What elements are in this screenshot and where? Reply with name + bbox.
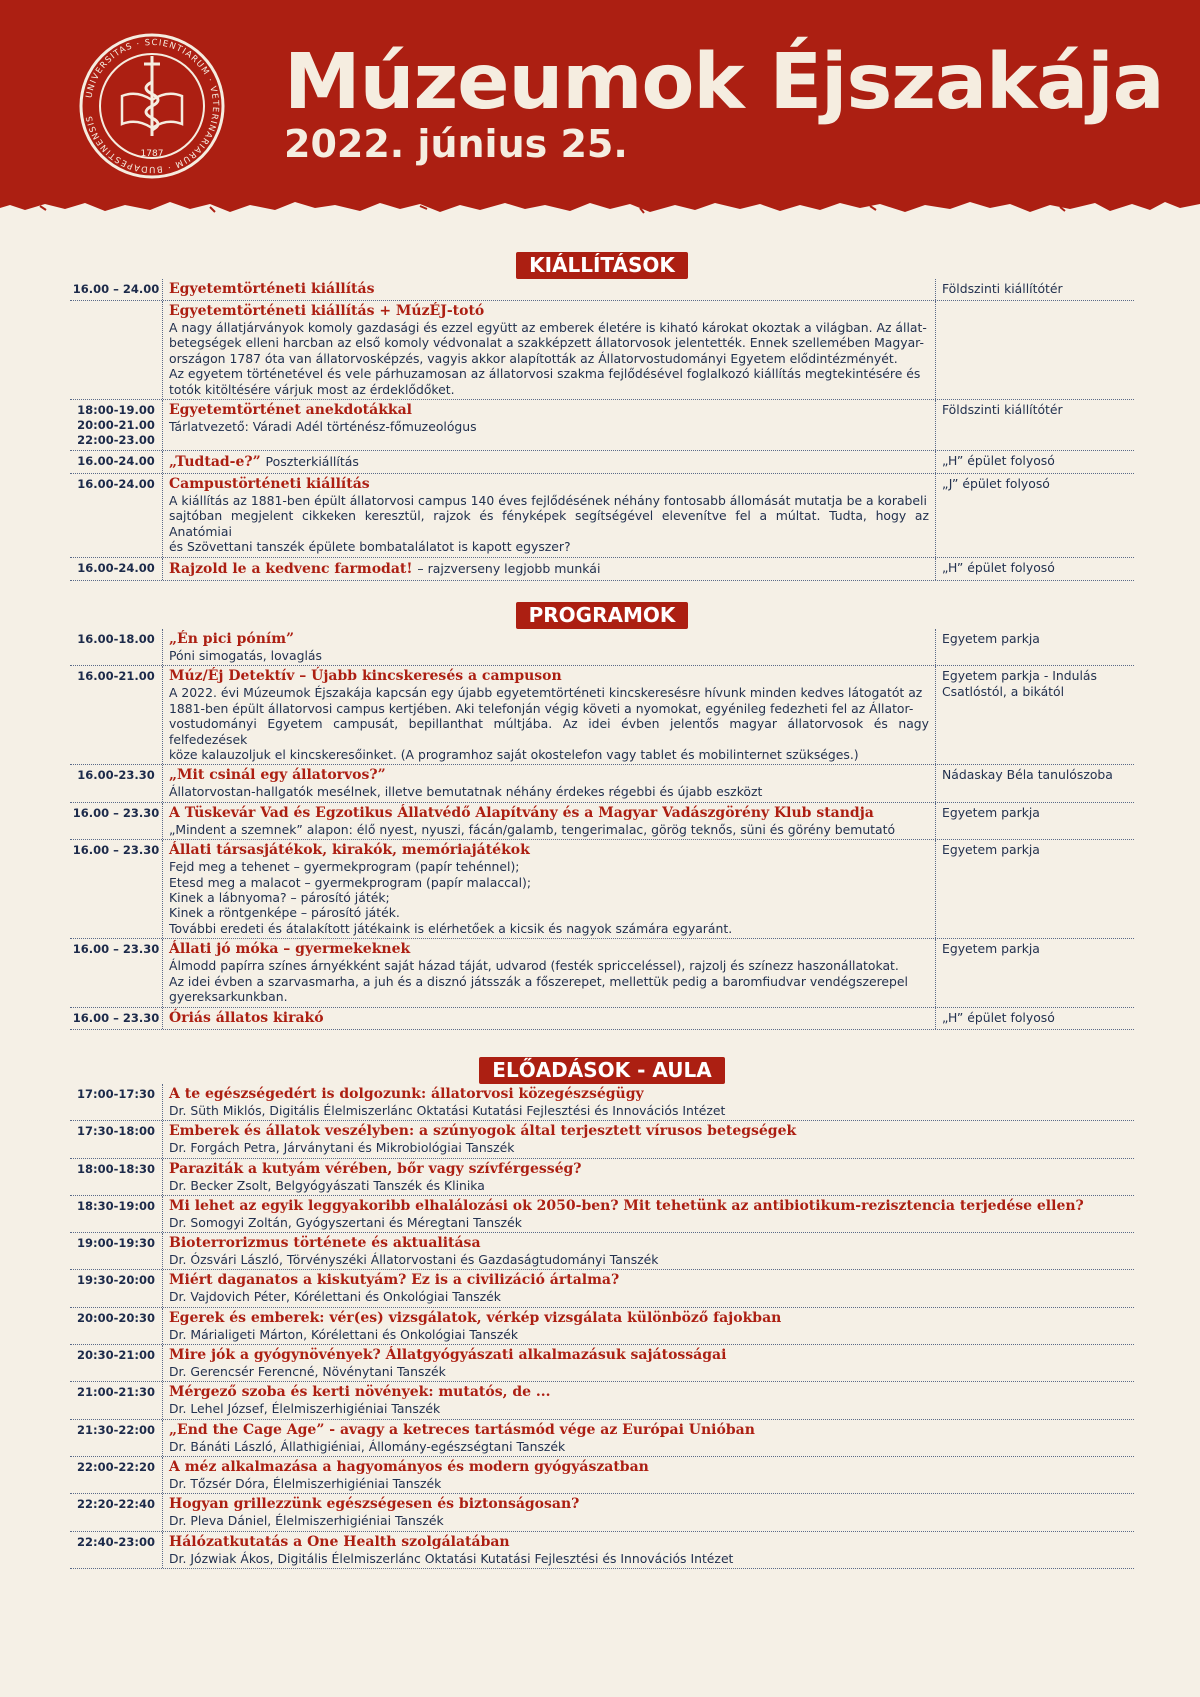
schedule-row (70, 1308, 1134, 1345)
event-title (169, 1384, 1128, 1401)
description-line: „Mindent a szemnek” alapon: élő nyest, nyuszi, fácán/galamb, tengerimalac, görög teknős, süni és görény bemutató (169, 821, 896, 837)
event-title (169, 560, 929, 578)
time-cell: 22:40-23:00 (77, 1534, 155, 1549)
speaker: Dr. Somogyi Zoltán, Gyógyszertani és Méregtani Tanszék (169, 1214, 522, 1230)
event-description (169, 493, 929, 555)
time-cell: 21:00-21:30 (77, 1385, 155, 1400)
content-cell (162, 939, 936, 1006)
event-title-text: Mire jók a gyógynövények? Állatgyógyászati alkalmazásuk sajátosságai (169, 1347, 727, 1364)
location-cell: Földszinti kiállítótér (942, 281, 1063, 296)
event-title (169, 1534, 1128, 1551)
event-title (169, 941, 929, 958)
event-title (169, 1010, 929, 1027)
schedule-row (70, 1457, 1134, 1494)
speaker: Dr. Gerencsér Ferencné, Növénytani Tanszék (169, 1364, 446, 1380)
svg-text:UNIVERSITAS · SCIENTIARUM · VE: UNIVERSITAS · SCIENTIARUM · VETERINARIARUM · BUDAPESTINENSIS (84, 37, 221, 175)
page-title: Múzeumok Éjszakája (284, 38, 1164, 127)
time-cell: 17:00-17:30 (77, 1087, 155, 1101)
description-line: gyereksarkunkban. (169, 989, 288, 1005)
time-cell: 16.00-18.00 (77, 632, 155, 646)
event-title (169, 453, 929, 471)
schedule-row (70, 1345, 1134, 1382)
content-cell (162, 1270, 1134, 1306)
event-title-text: Állati jó móka – gyermekeknek (169, 941, 411, 958)
description-line: A 2022. évi Múzeumok Éjszakája kapcsán egy újabb egyetemtörténeti kincskeresésre hívunk minden kedves látogatót az (169, 685, 923, 701)
event-title-text: Egerek és emberek: vér(es) vizsgálatok, vérkép vizsgálata különböző fajokban (169, 1309, 782, 1326)
event-title (169, 281, 929, 298)
section-exhibitions (70, 252, 1134, 581)
content-cell (162, 451, 936, 473)
description-line: Állatorvostan-hallgatók mesélnek, illetve bemutatnak néhány érdekes régebbi és újabb eszközt (169, 784, 763, 800)
event-title-text: Hálózatkutatás a One Health szolgálatában (169, 1533, 510, 1550)
description-line: További eredeti és átalakított játékaink is elérhetőek a kicsik és nagyok számára egyaránt. (169, 920, 733, 936)
speaker: Dr. Tőzsér Dóra, Élelmiszerhigiéniai Tanszék (169, 1475, 442, 1491)
content-cell (162, 474, 936, 557)
schedule-row (70, 400, 1134, 451)
time-cell: 20:00-20:30 (77, 1310, 155, 1325)
location-cell: Egyetem parkja (942, 842, 1040, 858)
time-cell: 16.00 – 23.30 (72, 805, 160, 820)
event-description (169, 648, 929, 663)
event-title (169, 1422, 1128, 1439)
event-title-text: Múz/Éj Detektív – Újabb kincskeresés a campuson (169, 668, 562, 685)
speaker: Dr. Márialigeti Márton, Kórélettani és Onkológiai Tanszék (169, 1326, 519, 1342)
event-title (169, 1198, 1128, 1215)
speaker: Dr. Forgách Petra, Járványtani és Mikrobiológiai Tanszék (169, 1140, 515, 1156)
location-cell: „J” épület folyosó (942, 476, 1050, 492)
schedule-row (70, 765, 1134, 802)
event-title-text: Bioterrorizmus története és aktualitása (169, 1235, 481, 1252)
description-line: Az idei évben a szarvasmarha, a juh és a disznó játsszák a főszerepet, mellettük pedig a baromfiudvar vendégszerepel (169, 973, 908, 989)
time-cell: 22:00-22:20 (77, 1459, 155, 1474)
section-heading: ELŐADÁSOK - AULA (479, 1057, 724, 1084)
time-cell: 18:00-18:30 (77, 1161, 155, 1176)
content-cell (162, 558, 936, 580)
schedule-row (70, 1494, 1134, 1531)
content-cell (162, 765, 936, 801)
event-title (169, 668, 929, 685)
description-line: Kinek a röntgenképe – párosító játék. (169, 905, 400, 921)
event-title (169, 767, 929, 784)
location-cell: Egyetem parkja (942, 804, 1040, 820)
schedule-row (70, 558, 1134, 581)
time-cell: 22:20-22:40 (77, 1497, 155, 1512)
content-cell (162, 840, 936, 938)
schedule-row (70, 629, 1134, 666)
schedule-row (70, 474, 1134, 558)
event-title-text: Egyetemtörténet anekdotákkal (169, 402, 412, 419)
content-cell (162, 629, 936, 665)
description-line: sajtóban megjelent cikkeken keresztül, rajzok és fényképek segítségével elevenítve fel a múltat. Tudta, hogy az Anatómiai (169, 508, 929, 539)
schedule-row (70, 1233, 1134, 1270)
schedule-row (70, 1159, 1134, 1196)
event-date: 2022. június 25. (284, 122, 628, 166)
content-cell (162, 1084, 1134, 1120)
event-title-text: Emberek és állatok veszélyben: a szúnyogok által terjesztett vírusos betegségek (169, 1123, 797, 1140)
event-title-text: A te egészségedért is dolgozunk: állatorvosi közegészségügy (169, 1086, 644, 1102)
location-cell (936, 301, 1134, 399)
description-line: Kinek a lábnyoma? – párosító játék; (169, 890, 390, 906)
event-title-text: Rajzold le a kedvenc farmodat! (169, 560, 413, 577)
description-line: és Szövettani tanszék épülete bombatalálatot is kapott egyszer? (169, 539, 571, 555)
torn-edge (0, 186, 1200, 226)
description-line: Tárlatvezető: Váradi Adél történész-főmuzeológus (169, 419, 477, 435)
event-title (169, 1272, 1128, 1289)
description-line: A nagy állatjárványok komoly gazdasági és ezzel együtt az emberek életére is kiható károkat okoztak a világban. Az állat- (169, 320, 927, 335)
time-cell: 16.00 – 23.30 (72, 1010, 160, 1025)
section-heading: PROGRAMOK (516, 602, 689, 629)
event-description (169, 859, 929, 936)
speaker: Dr. Pleva Dániel, Élelmiszerhigiéniai Tanszék (169, 1513, 444, 1529)
event-title (169, 1086, 1128, 1103)
speaker: Dr. Süth Miklós, Digitális Élelmiszerlánc Oktatási Kutatási Fejlesztési és Innovációs Intézet (169, 1103, 726, 1118)
svg-text:1787: 1787 (140, 149, 164, 159)
content-cell (162, 1233, 1134, 1269)
description-line: köze kalauzoljuk el kincskeresőinket. (A programhoz saját okostelefon vagy tablet és mobilinternet szükséges.) (169, 747, 859, 763)
location-cell: „H” épület folyosó (942, 1009, 1055, 1025)
time-cell: 19:30-20:00 (77, 1273, 155, 1288)
speaker: Dr. Ózsvári László, Törvényszéki Állatorvostani és Gazdaságtudományi Tanszék (169, 1252, 659, 1268)
content-cell (162, 803, 936, 839)
time-cell: 18:00-19.00 20:00-21.00 22:00-23.00 (77, 403, 155, 448)
event-title-text: Hogyan grillezzünk egészségesen és biztonságosan? (169, 1496, 580, 1513)
event-subtitle: Poszterkiállítás (265, 454, 359, 470)
event-title (169, 1123, 1128, 1140)
time-cell: 16.00-24.00 (77, 477, 155, 492)
event-title (169, 1161, 1128, 1178)
event-title (169, 1347, 1128, 1364)
event-title (169, 402, 929, 419)
event-title-text: A méz alkalmazása a hagyományos és modern gyógyászatban (169, 1458, 649, 1475)
content-cell (162, 1196, 1134, 1232)
description-line: vostudományi Egyetem campusát, bepillanthat múltjába. Az idei évben jelentős magyar állatorvosok és nagy felfedezések (169, 716, 929, 747)
event-description (169, 958, 929, 1004)
event-title (169, 805, 929, 822)
schedule-row (70, 1270, 1134, 1307)
schedule-row (70, 451, 1134, 474)
description-line: Póni simogatás, lovaglás (169, 648, 322, 663)
event-title (169, 842, 929, 859)
university-seal-logo (78, 32, 226, 180)
schedule-row (70, 301, 1134, 400)
time-cell: 16.00 – 23.30 (72, 942, 160, 957)
description-line: totók kitöltésére várjuk most az érdeklődőket. (169, 381, 455, 397)
time-cell: 16.00 – 23.30 (72, 843, 160, 858)
section-programs (70, 602, 1134, 1030)
time-cell: 18:30-19:00 (77, 1198, 155, 1213)
event-description (169, 685, 929, 762)
time-cell (70, 301, 162, 399)
location-cell: „H” épület folyosó (942, 559, 1055, 575)
event-title (169, 303, 929, 320)
event-title (169, 1459, 1128, 1476)
event-title-text: „Tudtad-e?” (169, 454, 261, 471)
schedule-row (70, 939, 1134, 1007)
time-cell: 21:30-22:00 (77, 1422, 155, 1437)
section-heading: KIÁLLÍTÁSOK (516, 252, 688, 279)
content-cell (162, 1494, 1134, 1530)
event-title-text: Campustörténeti kiállítás (169, 476, 370, 493)
location-cell: Egyetem parkja (942, 631, 1040, 646)
event-title (169, 476, 929, 493)
event-description (169, 320, 929, 397)
time-cell: 16.00 – 24.00 (72, 282, 160, 296)
schedule-row (70, 1196, 1134, 1233)
content-cell (162, 1008, 936, 1029)
description-line: Álmodd papírra színes árnyékként saját házad táját, udvarod (festék spricceléssel), rajzolj és színezz haszonállatokat. (169, 958, 899, 974)
event-title-text: Állati társasjátékok, kirakók, memóriajátékok (169, 842, 530, 859)
time-cell: 19:00-19:30 (77, 1236, 155, 1251)
event-title-text: Mi lehet az egyik leggyakoribb elhalálozási ok 2050-ben? Mit tehetünk az antibiotikum-rezisztencia terjedése ellen? (169, 1197, 1084, 1214)
event-title-text: Miért daganatos a kiskutyám? Ez is a civilizáció ártalma? (169, 1272, 620, 1289)
event-title-text: „End the Cage Age” - avagy a ketreces tartásmód vége az Európai Unióban (169, 1421, 755, 1438)
schedule-row (70, 279, 1134, 301)
location-cell: Földszinti kiállítótér (942, 402, 1063, 418)
content-cell (162, 400, 936, 450)
speaker: Dr. Józwiak Ákos, Digitális Élelmiszerlánc Oktatási Kutatási Fejlesztési és Innovációs Intézet (169, 1550, 734, 1566)
content-cell (162, 279, 936, 300)
schedule-row (70, 1420, 1134, 1457)
event-title (169, 1235, 1128, 1252)
speaker: Dr. Vajdovich Péter, Kórélettani és Onkológiai Tanszék (169, 1289, 501, 1305)
speaker: Dr. Lehel József, Élelmiszerhigiéniai Tanszék (169, 1401, 441, 1417)
schedule-row (70, 1382, 1134, 1419)
content-cell (162, 1420, 1134, 1456)
event-title (169, 1496, 1128, 1513)
content-cell (162, 1382, 1134, 1418)
location-cell: Egyetem parkja - Indulás Csatlóstól, a bikától (942, 668, 1097, 699)
content-cell (162, 1121, 1134, 1157)
event-description (169, 822, 929, 837)
time-cell: 20:30-21:00 (77, 1348, 155, 1363)
content-cell (162, 1532, 1134, 1568)
description-line: Az egyetem történetével és vele párhuzamosan az állatorvosi szakma fejlődésével foglalkozó kiállítás megtekintésére és (169, 366, 921, 382)
content-cell (162, 1159, 1134, 1195)
time-cell: 16.00-21.00 (77, 669, 155, 684)
time-cell: 16.00-24.00 (77, 454, 155, 469)
schedule-row (70, 1008, 1134, 1030)
event-title-text: A Tüskevár Vad és Egzotikus Állatvédő Alapítvány és a Magyar Vadászgörény Klub standja (169, 804, 874, 821)
section-lectures (70, 1057, 1134, 1569)
time-cell: 16.00-23.30 (77, 768, 155, 783)
time-cell: 17:30-18:00 (77, 1124, 155, 1139)
description-line: betegségek elleni harcban az első komoly védvonalat a szakképzett állatorvosok jelentették. Ennek szellemében Magyar- (169, 335, 924, 351)
content-cell (162, 666, 936, 764)
description-line: Fejd meg a tehenet – gyermekprogram (papír tehénnel); (169, 859, 520, 875)
event-title-text: „Mit csinál egy állatorvos?” (169, 767, 386, 784)
event-title (169, 1310, 1128, 1327)
event-title-text: Egyetemtörténeti kiállítás + MúzÉJ-totó (169, 303, 485, 319)
content-cell (162, 1345, 1134, 1381)
schedule-row (70, 1121, 1134, 1158)
event-title (169, 631, 929, 648)
event-description (169, 419, 929, 434)
content-cell (162, 1308, 1134, 1344)
content-cell (162, 301, 936, 399)
event-title-text: Óriás állatos kirakó (169, 1009, 324, 1026)
content-cell (162, 1457, 1134, 1493)
event-title-text: Egyetemtörténeti kiállítás (169, 281, 375, 297)
schedule-row (70, 840, 1134, 939)
event-title-text: Mérgező szoba és kerti növények: mutatós, de ... (169, 1384, 551, 1401)
speaker: Dr. Becker Zsolt, Belgyógyászati Tanszék és Klinika (169, 1177, 485, 1193)
location-cell: „H” épület folyosó (942, 453, 1055, 469)
event-title-text: Paraziták a kutyám vérében, bőr vagy szívférgesség? (169, 1160, 582, 1177)
description-line: országon 1787 óta van állatorvosképzés, vagyis akkor alapították az Állatorvostudományi Egyetem elődintézményét. (169, 350, 898, 366)
schedule-row (70, 803, 1134, 840)
event-description (169, 784, 929, 799)
time-cell: 16.00-24.00 (77, 560, 155, 575)
speaker: Dr. Bánáti László, Állathigiéniai, Állomány-egészségtani Tanszék (169, 1438, 566, 1454)
location-cell: Egyetem parkja (942, 941, 1040, 957)
description-line: Etesd meg a malacot – gyermekprogram (papír malaccal); (169, 874, 532, 890)
location-cell: Nádaskay Béla tanulószoba (942, 767, 1113, 783)
event-title-text: „Én pici póním” (169, 631, 295, 647)
event-subtitle: – rajzverseny legjobb munkái (417, 560, 601, 576)
schedule-row (70, 666, 1134, 765)
description-line: 1881-ben épült állatorvosi campus kertjében. Aki telefonján végig követi a nyomokat, egyénileg fedezheti fel az Állator- (169, 700, 914, 716)
schedule-row (70, 1532, 1134, 1569)
schedule-row (70, 1084, 1134, 1121)
description-line: A kiállítás az 1881-ben épült állatorvosi campus 140 éves fejlődésének néhány fontosabb állomását mutatja be a korabeli (169, 493, 927, 509)
